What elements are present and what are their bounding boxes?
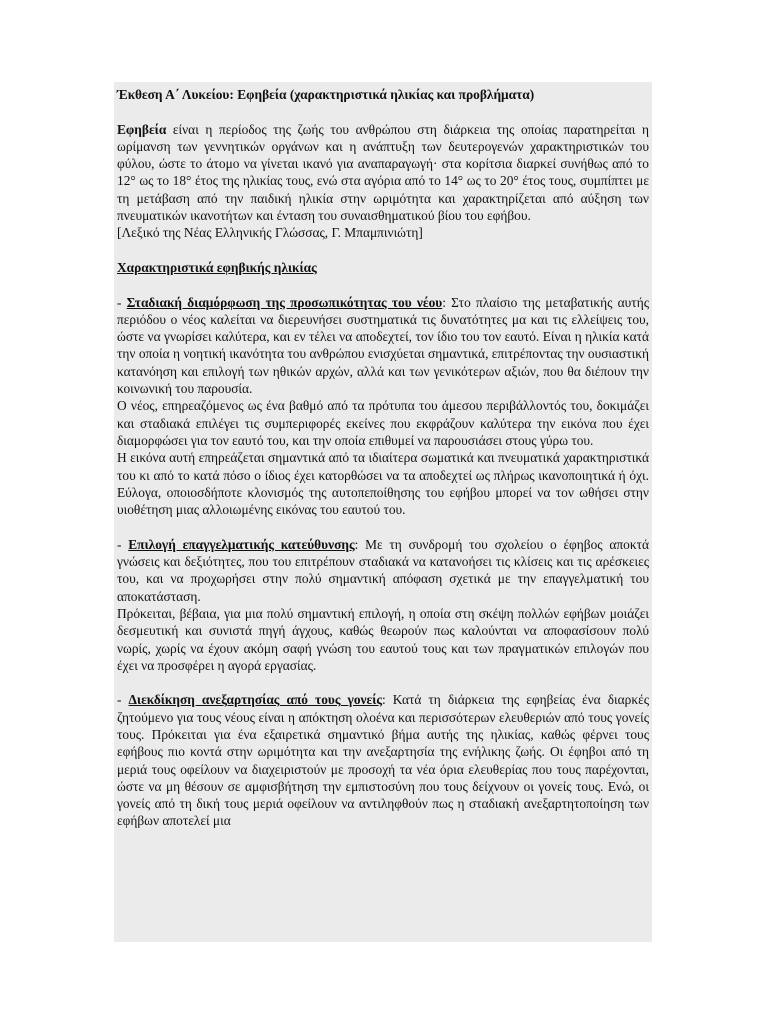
spacer — [117, 674, 649, 691]
document-title: Έκθεση Α΄ Λυκείου: Εφηβεία (χαρακτηριστικά ηλικίας και προβλήματα) — [117, 87, 535, 102]
s3-dash: - — [117, 692, 129, 708]
s1-dash: - — [117, 294, 127, 310]
intro-definition: είναι η περίοδος της ζωής του ανθρώπου στη διάρκεια της οποίας παρατηρείται η ωρίμανση των γεννητικών οργάνων και η ανάπτυξη των δευτερογενών χαρακτηριστικών του φύλου, ώστε το άτομο να γίνεται ικανό για αναπαραγωγή· στα κορίτσια διαρκεί συνήθως από το 12° ως το 18° έτος της ηλικίας τους, ενώ στα αγόρια από το 14° ως το 20° έτος τους, συμπίπτει με τη μετάβαση από την παιδική ηλικία στην ωριμότητα και χαρακτηρίζεται από αύξηση των πνευματικών ικανοτήτων και ένταση του συναισθηματικού βίου του εφήβου. — [117, 121, 649, 224]
document-page — [114, 82, 652, 942]
s1-text-1: : Στο πλαίσιο της μεταβατικής αυτής περιόδου ο νέος καλείται να διερευνήσει συστηματικά τις δυνατότητες μα και τις ελλείψεις του, ώστε να γνωρίσει καλύτερα, και εν τέλει να αποδεχτεί, τον ίδιο του τον εαυτό. Είναι η ηλικία κατά την οποία η νοητική ικανότητα του ανθρώπου ενισχύεται σημαντικά, επιτρέποντας την ουσιαστική κατανόηση και επιλογή των ηθικών αρχών, αλλά και των γενικότερων αξιών, που θα διέπουν την κοινωνική του παρουσία. — [117, 294, 649, 397]
intro-source: [Λεξικό της Νέας Ελληνικής Γλώσσας, Γ. Μπαμπινιώτη] — [117, 225, 423, 241]
s2-paragraph-1 — [117, 536, 649, 605]
spacer — [117, 103, 649, 120]
spacer — [117, 276, 649, 293]
s3-paragraph-1 — [117, 691, 649, 829]
section-heading: Χαρακτηριστικά εφηβικής ηλικίας — [117, 259, 317, 275]
s2-dash: - — [117, 536, 129, 552]
intro-paragraph — [117, 121, 649, 225]
spacer — [117, 518, 649, 535]
intro-term: Εφηβεία — [117, 121, 167, 137]
s1-paragraph-2: Ο νέος, επηρεαζόμενος ως ένα βαθμό από τα πρότυπα του άμεσου περιβάλλοντός του, δοκιμάζει και σταδιακά επιλέγει τις συμπεριφορές εκείνες που εκφράζουν καλύτερα την εικόνα που έχει διαμορφώσει για τον εαυτό του, και την οποία επιθυμεί να παρουσιάσει στους γύρω του. — [117, 398, 649, 448]
s2-text-1: : Με τη συνδρομή του σχολείου ο έφηβος αποκτά γνώσεις και δεξιότητες, που του επιτρέπουν σταδιακά να κατανοήσει τις κλίσεις και τις αρέσκειες του, και να προχωρήσει στην πολύ σημαντική απόφαση σχετικά με την επαγγελματική του αποκατάσταση. — [117, 536, 649, 604]
spacer — [117, 242, 649, 259]
s1-heading: Σταδιακή διαμόρφωση της προσωπικότητας του νέου — [126, 294, 443, 310]
document-body — [117, 86, 649, 830]
s1-paragraph-3: Η εικόνα αυτή επηρεάζεται σημαντικά από τα ιδιαίτερα σωματικά και πνευματικά χαρακτηριστικά του κι από το κατά πόσο ο ίδιος έχει κατορθώσει να τα αποδεχτεί ως πλήρως ικανοποιητικά ή όχι. Εύλογα, οποιοσδήποτε κλονισμός της αυτοπεποίθησης του εφήβου μπορεί να τον ωθήσει στην υιοθέτηση μιας αλλοιωμένης εικόνας του εαυτού του. — [117, 450, 649, 518]
s1-paragraph-1 — [117, 294, 649, 398]
s2-paragraph-2: Πρόκειται, βέβαια, για μια πολύ σημαντική επιλογή, η οποία στη σκέψη πολλών εφήβων μοιάζει δεσμευτική και συνιστά πηγή άγχους, καθώς θεωρούν πως καλούνται να αποφασίσουν πολύ νωρίς, χωρίς να έχουν ακόμη σαφή γνώση του εαυτού τους και των πραγματικών επιλογών που έχει να προσφέρει η αγορά εργασίας. — [117, 605, 649, 673]
s3-heading: Διεκδίκηση ανεξαρτησίας από τους γονείς — [128, 692, 383, 708]
s2-heading: Επιλογή επαγγελματικής κατεύθυνσης — [128, 536, 355, 552]
s3-text-1: : Κατά τη διάρκεια της εφηβείας ένα διαρκές ζητούμενο για τους νέους είναι η απόκτηση ολοένα και περισσότερων ελευθεριών από τους γονείς τους. Πρόκειται για ένα εξαιρετικά σημαντικό βήμα αυτής της ηλικίας, καθώς φέρνει τους εφήβους πιο κοντά στην ωριμότητα και την ανεξαρτησία της ενήλικης ζωής. Οι έφηβοι από τη μεριά τους οφείλουν να διαχειριστούν με προσοχή τα νέα όρια ελευθερίας που τους παρέχονται, ώστε να μη θέσουν σε αμφισβήτηση την εμπιστοσύνη που τους δείχνουν οι γονείς τους. Ενώ, οι γονείς από τη δική τους μεριά οφείλουν να αντιληφθούν πως η σταδιακή ανεξαρτητοποίηση των εφήβων αποτελεί μια — [117, 692, 650, 829]
